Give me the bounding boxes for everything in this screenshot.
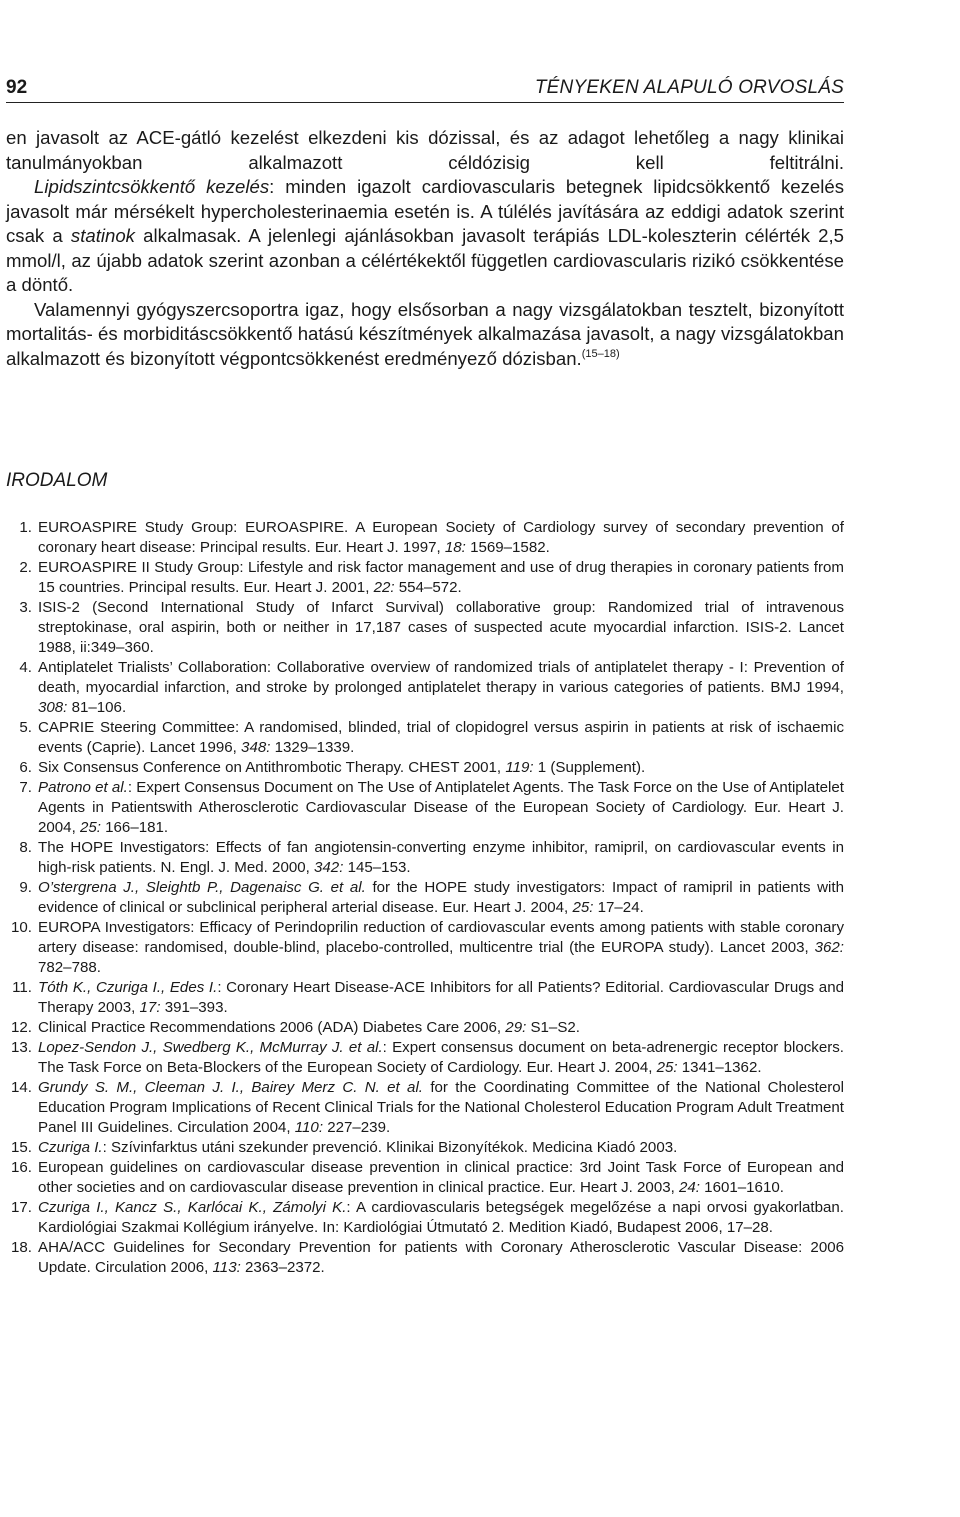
lipid-text-2: alkalmasak. A jelenlegi ajánlásokban javasolt terápiás LDL-koleszterin célérték 2,5 mmol/l, az újabb adatok szerint azonban a célértékektől független cardiovascularis rizikó csökkentése a döntő. bbox=[6, 225, 845, 295]
reference-volume: 17: bbox=[139, 999, 161, 1016]
reference-authors: Grundy S. M., Cleeman J. I., Bairey Merz C. N. et al. bbox=[38, 1079, 423, 1096]
reference-item bbox=[6, 1158, 844, 1198]
reference-text: European guidelines on cardiovascular disease prevention in clinical practice: 3rd Joint Task Force of European and other societies and on cardiovascular disease prevention in clinical practice. Eur. Heart J. 2003, bbox=[38, 1159, 844, 1196]
reference-pages: 391–393. bbox=[160, 999, 228, 1016]
references-heading: IRODALOM bbox=[6, 470, 108, 491]
reference-item bbox=[6, 758, 844, 778]
reference-text: : A cardiovascularis betegségek megelőzése a napi orvosi gyakorlatban. Kardiológiai Szakmai Kollégium irányelve. In: Kardiológiai Útmutató 2. Medition Kiadó, Budapest 2006, 17–28. bbox=[38, 1199, 845, 1236]
reference-volume: 342: bbox=[314, 859, 344, 876]
reference-text: EUROASPIRE II Study Group: Lifestyle and risk factor management and use of drug therapies in coronary patients from 15 countries. Principal results. Eur. Heart J. 2001, bbox=[38, 559, 844, 596]
reference-number: 14 . bbox=[6, 1078, 32, 1098]
reference-pages: 782–788. bbox=[38, 959, 101, 976]
reference-number: 9 . bbox=[6, 878, 32, 898]
reference-number: 11 . bbox=[6, 978, 32, 998]
reference-pages: 1 (Supplement). bbox=[533, 759, 646, 776]
reference-volume: 29: bbox=[505, 1019, 527, 1036]
reference-text: The HOPE Investigators: Effects of fan angiotensin-converting enzyme inhibitor, ramipril, on cardiovascular events in high-risk patients. N. Engl. J. Med. 2000, bbox=[38, 839, 844, 876]
reference-number: 13 . bbox=[6, 1038, 32, 1058]
reference-number: 8 . bbox=[6, 838, 32, 858]
citation-superscript: (15–18) bbox=[581, 347, 620, 360]
reference-text: AHA/ACC Guidelines for Secondary Prevention for patients with Coronary Atherosclerotic Vascular Disease: 2006 Update. Circulation 2006, bbox=[38, 1239, 844, 1276]
reference-authors: Patrono et al. bbox=[38, 779, 128, 796]
reference-volume: 18: bbox=[444, 539, 466, 556]
reference-item bbox=[6, 778, 844, 838]
reference-text: for the Coordinating Committee of the National Cholesterol Education Program Implications of Recent Clinical Trials for the National Cholesterol Education Program Adult Treatment Panel III Guidelines. Circulation 2004, bbox=[38, 1079, 844, 1136]
paragraph-lipid bbox=[6, 175, 844, 298]
reference-text: : Expert Consensus Document on The Use of Antiplatelet Agents. The Task Force on the Use of Antiplatelet Agents in Patientswith Atherosclerotic Cardiovascular Disease of the European Society of Cardiology. Eur. Heart J. 2004, bbox=[38, 779, 844, 836]
reference-number: 10 . bbox=[6, 918, 32, 938]
reference-pages: 2363–2372. bbox=[240, 1259, 325, 1276]
reference-list bbox=[6, 518, 844, 1278]
reference-volume: 119: bbox=[505, 759, 534, 776]
reference-item bbox=[6, 658, 844, 718]
reference-text: EUROASPIRE Study Group: EUROASPIRE. A European Society of Cardiology survey of secondary prevention of coronary heart disease: Principal results. Eur. Heart J. 1997, bbox=[38, 519, 844, 556]
reference-number: 1 . bbox=[6, 518, 32, 538]
reference-text: Six Consensus Conference on Antithrombotic Therapy. CHEST 2001, bbox=[38, 759, 506, 776]
reference-volume: 113: bbox=[212, 1259, 241, 1276]
reference-text: EUROPA Investigators: Efficacy of Perindoprilin reduction of cardiovascular events among patients with stable coronary artery disease: randomised, double-blind, placebo-controlled, multicentre trial (the EUROPA study). Lancet 2003, bbox=[38, 919, 844, 956]
reference-authors: O’stergrena J., Sleightb P., Dagenaisc G. et al. bbox=[38, 879, 366, 896]
reference-number: 3 . bbox=[6, 598, 32, 618]
reference-number: 16 . bbox=[6, 1158, 32, 1178]
reference-item bbox=[6, 878, 844, 918]
reference-pages: 166–181. bbox=[100, 819, 169, 836]
reference-item bbox=[6, 1078, 844, 1138]
reference-number: 12 . bbox=[6, 1018, 32, 1038]
reference-pages: 1601–1610. bbox=[699, 1179, 784, 1196]
reference-item bbox=[6, 838, 844, 878]
reference-volume: 25: bbox=[656, 1059, 678, 1076]
reference-item bbox=[6, 1198, 844, 1238]
reference-text: : Expert consensus document on beta-adrenergic receptor blockers. The Task Force on Beta-Blockers of the European Society of Cardiology. Eur. Heart J. 2004, bbox=[38, 1039, 844, 1076]
reference-item bbox=[6, 518, 844, 558]
reference-item bbox=[6, 598, 844, 658]
reference-authors: Czuriga I. bbox=[38, 1139, 103, 1156]
reference-item bbox=[6, 978, 844, 1018]
reference-item bbox=[6, 718, 844, 758]
reference-authors: Tóth K., Czuriga I., Edes I. bbox=[38, 979, 218, 996]
reference-number: 15 . bbox=[6, 1138, 32, 1158]
reference-text: for the HOPE study investigators: Impact of ramipril in patients with evidence of clinical or subclinical peripheral arterial disease. Eur. Heart J. 2004, bbox=[38, 879, 844, 916]
body-text bbox=[6, 126, 844, 371]
page-header bbox=[6, 72, 844, 103]
paragraph-ace: en javasolt az ACE-gátló kezelést elkezdeni kis dózissal, és az adagot lehetőleg a nagy klinikai tanulmányokban alkalmazott céldózisig kell feltitrálni. bbox=[6, 127, 844, 173]
reference-pages: 145–153. bbox=[343, 859, 411, 876]
reference-number: 17 . bbox=[6, 1198, 32, 1218]
reference-number: 2 . bbox=[6, 558, 32, 578]
reference-volume: 308: bbox=[38, 699, 68, 716]
reference-volume: 25: bbox=[572, 899, 594, 916]
reference-volume: 25: bbox=[79, 819, 101, 836]
reference-pages: S1–S2. bbox=[526, 1019, 580, 1036]
reference-number: 5 . bbox=[6, 718, 32, 738]
reference-item bbox=[6, 1018, 844, 1038]
statin-term: statinok bbox=[70, 225, 135, 246]
lipid-lead: Lipidszintcsökkentő kezelés bbox=[34, 176, 270, 197]
paragraph-drug-groups bbox=[6, 298, 844, 372]
reference-text: : Szívinfarktus utáni szekunder prevenció. Klinikai Bizonyítékok. Medicina Kiadó 2003. bbox=[102, 1139, 678, 1156]
reference-item bbox=[6, 1238, 844, 1278]
reference-volume: 362: bbox=[814, 939, 844, 956]
reference-text: ISIS-2 (Second International Study of Infarct Survival) collaborative group: Randomized trial of intravenous streptokinase, oral aspirin, both or neither in 17,187 cases of suspected acute myocardial infarction. ISIS-2. Lancet 1988, ii:349–360. bbox=[38, 599, 844, 656]
reference-item bbox=[6, 1038, 844, 1078]
reference-pages: 1569–1582. bbox=[465, 539, 550, 556]
running-title: TÉNYEKEN ALAPULÓ ORVOSLÁS bbox=[534, 77, 844, 98]
reference-number: 6 . bbox=[6, 758, 32, 778]
reference-item bbox=[6, 558, 844, 598]
reference-volume: 22: bbox=[373, 579, 395, 596]
page-number: 92 bbox=[6, 77, 28, 98]
reference-pages: 17–24. bbox=[593, 899, 644, 916]
reference-item bbox=[6, 918, 844, 978]
reference-text: Antiplatelet Trialists’ Collaboration: Collaborative overview of randomized trials of antiplatelet therapy - I: Prevention of death, myocardial infarction, and stroke by prolonged antiplatelet therapy in various categories of patients. BMJ 1994, bbox=[38, 659, 844, 696]
reference-item bbox=[6, 1138, 844, 1158]
reference-volume: 348: bbox=[241, 739, 271, 756]
reference-volume: 24: bbox=[679, 1179, 700, 1196]
reference-pages: 1341–1362. bbox=[677, 1059, 762, 1076]
reference-text: Clinical Practice Recommendations 2006 (ADA) Diabetes Care 2006, bbox=[38, 1019, 506, 1036]
drug-groups-text: Valamennyi gyógyszercsoportra igaz, hogy elsősorban a nagy vizsgálatokban tesztelt, bizonyított mortalitás- és morbiditáscsökkentő hatású készítmények alkalmazása javasolt, a nagy vizsgálatokban alkalmazott és bizonyított végpontcsökkenést eredményező dózisban. bbox=[6, 298, 844, 369]
reference-pages: 227–239. bbox=[323, 1119, 391, 1136]
lipid-text-1: : minden igazolt cardiovascularis betegnek lipidcsökkentő kezelés javasolt már mérsékelt hypercholesterinaemia esetén is. A túlélés javítására az eddigi adatok szerint csak a bbox=[6, 176, 845, 246]
reference-volume: 110: bbox=[294, 1119, 324, 1136]
reference-number: 7 . bbox=[6, 778, 32, 798]
reference-pages: 81–106. bbox=[67, 699, 127, 716]
reference-number: 4 . bbox=[6, 658, 32, 678]
reference-pages: 554–572. bbox=[394, 579, 462, 596]
reference-pages: 1329–1339. bbox=[270, 739, 355, 756]
reference-text: CAPRIE Steering Committee: A randomised, blinded, trial of clopidogrel versus aspirin in patients at risk of ischaemic events (Caprie). Lancet 1996, bbox=[38, 719, 844, 756]
reference-authors: Lopez-Sendon J., Swedberg K., McMurray J. et al. bbox=[38, 1039, 383, 1056]
reference-authors: Czuriga I., Kancz S., Karlócai K., Zámolyi K. bbox=[38, 1199, 347, 1216]
reference-text: : Coronary Heart Disease-ACE Inhibitors for all Patients? Editorial. Cardiovascular Drugs and Therapy 2003, bbox=[38, 979, 844, 1016]
reference-number: 18 . bbox=[6, 1238, 32, 1258]
